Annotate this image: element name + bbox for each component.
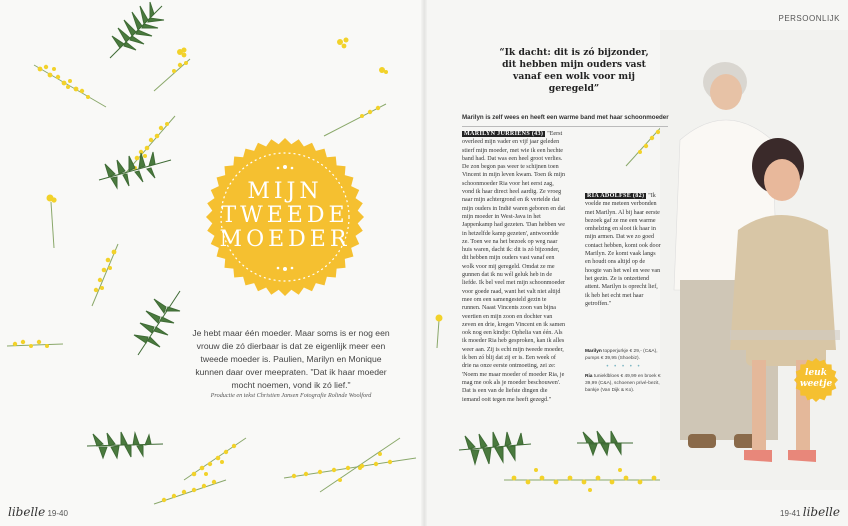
- fashion-credit-marilyn: Marilyn topperjurkje € 29,- (C&A), pumps € 39,95 (Shoebiz).: [585, 349, 658, 361]
- title-badge: [205, 137, 365, 297]
- badge-title-line-2: TWEEDE: [221, 203, 349, 228]
- production-credits: Productie en tekst Christien Jansen Fotografie Rolinde Woolford: [210, 392, 372, 399]
- page-number: 19-40: [47, 509, 68, 518]
- leuk-weetje-badge: leuk weetje: [794, 358, 838, 402]
- divider: [462, 126, 668, 127]
- fashion-credits: [585, 348, 663, 394]
- ria-story: [585, 192, 661, 308]
- palm-leaf-illustration: [95, 140, 175, 190]
- marilyn-name-tag: MARILYN JURRIËNS (43): [464, 131, 544, 137]
- mimosa-sprig-illustration: [280, 418, 420, 498]
- palm-leaf-illustration: [575, 428, 635, 458]
- magazine-logo: libelle: [8, 505, 46, 519]
- mimosa-flower-illustration: [40, 190, 62, 250]
- page-gutter: [421, 0, 427, 526]
- mimosa-flower-illustration: [330, 30, 360, 60]
- mimosa-sprig-illustration: [30, 55, 110, 115]
- article-deck: Marilyn is zelf wees en heeft een warme band met haar schoonmoeder: [462, 114, 669, 121]
- mimosa-sprig-illustration: [150, 470, 230, 510]
- marilyn-story: [462, 130, 566, 404]
- badge-title-line-3: MOEDER: [219, 227, 351, 252]
- mimosa-sprig-illustration: [500, 450, 670, 510]
- mimosa-flower-illustration: [372, 60, 392, 80]
- folio-right: [780, 505, 840, 519]
- mimosa-sprig-illustration: [320, 100, 390, 140]
- pull-quote: “Ik dacht: dit is zó bijzonder, dit hebben mijn ouders vast vanaf een wolk voor mij geregeld”: [499, 47, 649, 94]
- magazine-logo: libelle: [802, 505, 840, 519]
- intro-text: Je hebt maar één moeder. Maar soms is er nog een vrouw die zó dierbaar is dat ze eigenlijk meer een tweede moeder is. Paulien, Marilyn en Monique kunnen daar over meepraten. "Dat ik haar moeder mocht noemen, vond ik zó lief.": [192, 328, 390, 390]
- ria-name-tag: RIA ADOLFSE (82): [587, 193, 645, 199]
- fashion-credit-ria: Ria tunieklbloes € 49,99 en broek € 39,99 (C&A), schoenen privé-bezit, bankje (Van Dijk & Ko).: [585, 374, 661, 393]
- dot-separator: • • • • •: [606, 364, 642, 370]
- mimosa-sprig-illustration: [78, 240, 128, 310]
- ria-text: "Ik voelde me meteen verbonden met Marilyn. Al bij haar eerste bezoek gaf ze me een warme omhelzing en sloot ik haar in mijn armen. Dat we zo goed contact hebben, komt ook door Marilyn. Ze komt vaak langs en houdt ons altijd op de hoogte van het wel en wee van het gezin. Ze is ontzettend attent. Marilyn is oprecht lief, ik heb het echt met haar getroffen.": [585, 193, 661, 307]
- mimosa-flower-illustration: [172, 44, 192, 62]
- folio-left: [8, 505, 68, 519]
- mimosa-sprig-illustration: [5, 330, 65, 360]
- marilyn-text: "Eerst overleed mijn vader en vijf jaar geleden stierf mijn moeder, met wie ik een hechte band had. Dat was een heel groot verlies. De zon begon pas weer te schijnen toen Vincent in mijn leven kwam. Toen ik mijn schoonmoeder Ria voor het eerst zag, vond ik haar direct heel aardig. Ze vroeg naar mijn achtergrond en ik vertelde dat mijn ouders in Indië waren geboren en dat mijn moeder in West-Java in het Jappenkamp had gezeten. 'Dan hebben we in hetzelfde kamp gezeten', antwoordde ze. Toen we na het bezoek op weg naar huis waren, dacht ik: dit is zó bijzonder, dit hebben mijn ouders vast vanaf een wolk voor mij geregeld. Omdat ze me gunnen dat ik nu wél geluk heb in de liefde. Ik bel veel met mijn schoonmoeder voor goede raad, want het valt niet altijd mee om een samengesteld gezin te runnen. Naast Vincents zoon van bijna veertien en mijn zoon en dochter van zeven en drie, kregen Vincent en ik samen ook nog een kindje: Ophelia van één. Als ik moeder Ria heb gesproken, kan ik alles weer aan. Zij is echt mijn tweede moeder, ik ben zó blij dat zij er is. Een week of drie na onze eerste ontmoeting, zei ze: 'Noem me maar moeder of moeder Ria, je mag me ook als je moeder beschouwen'. Dat is een van de liefste dingen die iemand ooit tegen me heeft gezegd.": [462, 131, 566, 403]
- portrait-photo: [660, 30, 848, 490]
- palm-leaf-illustration: [85, 430, 165, 460]
- badge-title-line-1: MIJN: [247, 179, 323, 204]
- page-number: 19-41: [780, 509, 801, 518]
- palm-leaf-illustration: [100, 0, 180, 62]
- mimosa-flower-illustration: [430, 310, 448, 350]
- palm-leaf-illustration: [130, 285, 190, 360]
- section-label: PERSOONLIJK: [778, 14, 840, 23]
